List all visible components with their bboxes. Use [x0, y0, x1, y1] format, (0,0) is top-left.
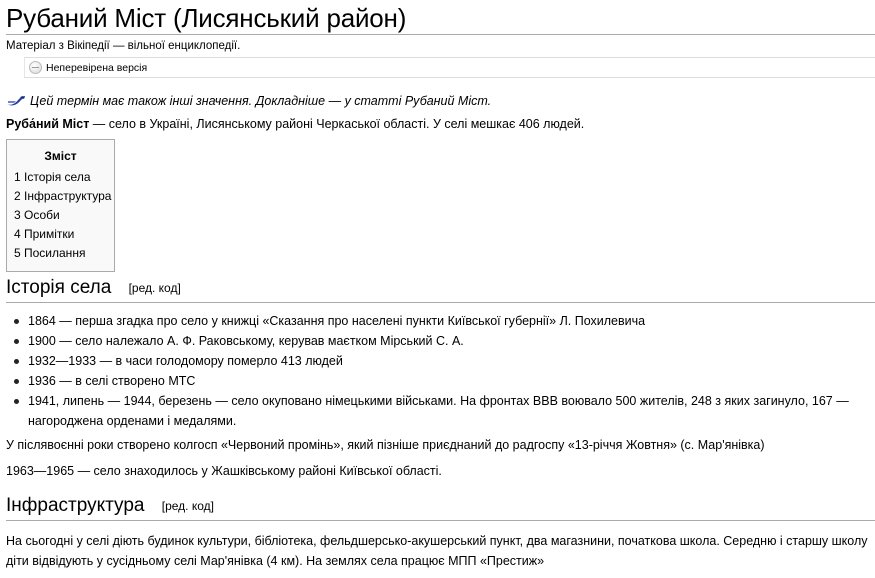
- history-paragraph-1963: 1963—1965 — село знаходилось у Жашківському районі Київської області.: [6, 464, 442, 478]
- lead-paragraph: [6, 116, 875, 132]
- edit-code-link[interactable]: код: [158, 281, 178, 295]
- toc-item-notes[interactable]: 4 Примітки: [14, 227, 75, 241]
- bracket-open: [: [128, 281, 132, 295]
- history-list: [6, 311, 875, 431]
- list-item: 1864 — перша згадка про село у книжці «Сказання про населені пункти Київської губернії» Л. Похилевича: [28, 311, 875, 331]
- list-item: 1941, липень — 1944, березень — село окуповано німецькими військами. На фронтах ВВВ воювало 500 жителів, 248 з яких загинуло, 167 — нагороджена орденами і медалями.: [28, 391, 875, 431]
- section-heading-infrastructure: [6, 495, 875, 521]
- edit-link[interactable]: ред.: [165, 499, 189, 513]
- list-item: 1900 — село належало А. Ф. Раковському, керував маєтком Мірський С. А.: [28, 331, 875, 351]
- list-item: 1932—1933 — в часи голодомору померло 413 людей: [28, 351, 875, 371]
- toc-item-infrastructure[interactable]: 2 Інфраструктура: [14, 189, 112, 203]
- unreviewed-circle-icon: [29, 61, 42, 74]
- review-status-label[interactable]: Неперевірена версія: [46, 61, 148, 74]
- lead-bold-term: Руба́ний Міст: [6, 117, 90, 131]
- section-heading-history: [6, 277, 875, 303]
- toc-item-links[interactable]: 5 Посилання: [14, 246, 86, 260]
- section-title: Інфраструктура: [6, 495, 145, 516]
- bracket-open: [: [161, 499, 166, 513]
- history-paragraph-postwar: У післявоєнні роки створено колгосп «Червоний промінь», який пізніше приєднаний до радгоспу «13-річчя Жовтня» (с. Мар'янівка): [6, 438, 765, 452]
- edit-section-links: [129, 281, 181, 295]
- infrastructure-paragraph: На сьогодні у селі діють будинок культури, бібліотека, фельдшерсько-акушерський пункт, два магазнини, початкова школа. Середню і старшу школу діти відвідують у сусідньому селі Мар'янівка (4 км). На землях села працює МПП «Престиж»: [6, 534, 868, 568]
- toc-item-history[interactable]: 1 Історія села: [14, 170, 91, 184]
- disambiguation-arrow-icon: [6, 95, 26, 107]
- section-title: Історія села: [6, 277, 112, 298]
- hatnote-text: Цей термін має також інші значення. Докладніше — у статті Рубаний Міст.: [30, 94, 492, 108]
- article-page: [6, 0, 875, 571]
- bracket-close: ]: [177, 281, 181, 295]
- toc-title: Зміст: [44, 149, 77, 163]
- list-item: 1936 — в селі створено МТС: [28, 371, 875, 391]
- edit-section-links: [162, 499, 214, 513]
- edit-code-link[interactable]: код: [191, 499, 211, 513]
- toc-item-persons[interactable]: 3 Особи: [14, 208, 60, 222]
- edit-link[interactable]: ред.: [131, 281, 156, 295]
- lead-text: — село в Україні, Лисянському районі Черкаської області. У селі мешкає 406 людей.: [89, 117, 585, 131]
- table-of-contents: [6, 139, 115, 272]
- site-subtitle: Матеріал з Вікіпедії — вільної енциклопедії.: [6, 40, 241, 52]
- review-status-box[interactable]: [24, 57, 875, 78]
- page-title: Рубаний Міст (Лисянський район): [6, 3, 875, 35]
- hatnote: [6, 93, 875, 109]
- bracket-close: ]: [210, 499, 214, 513]
